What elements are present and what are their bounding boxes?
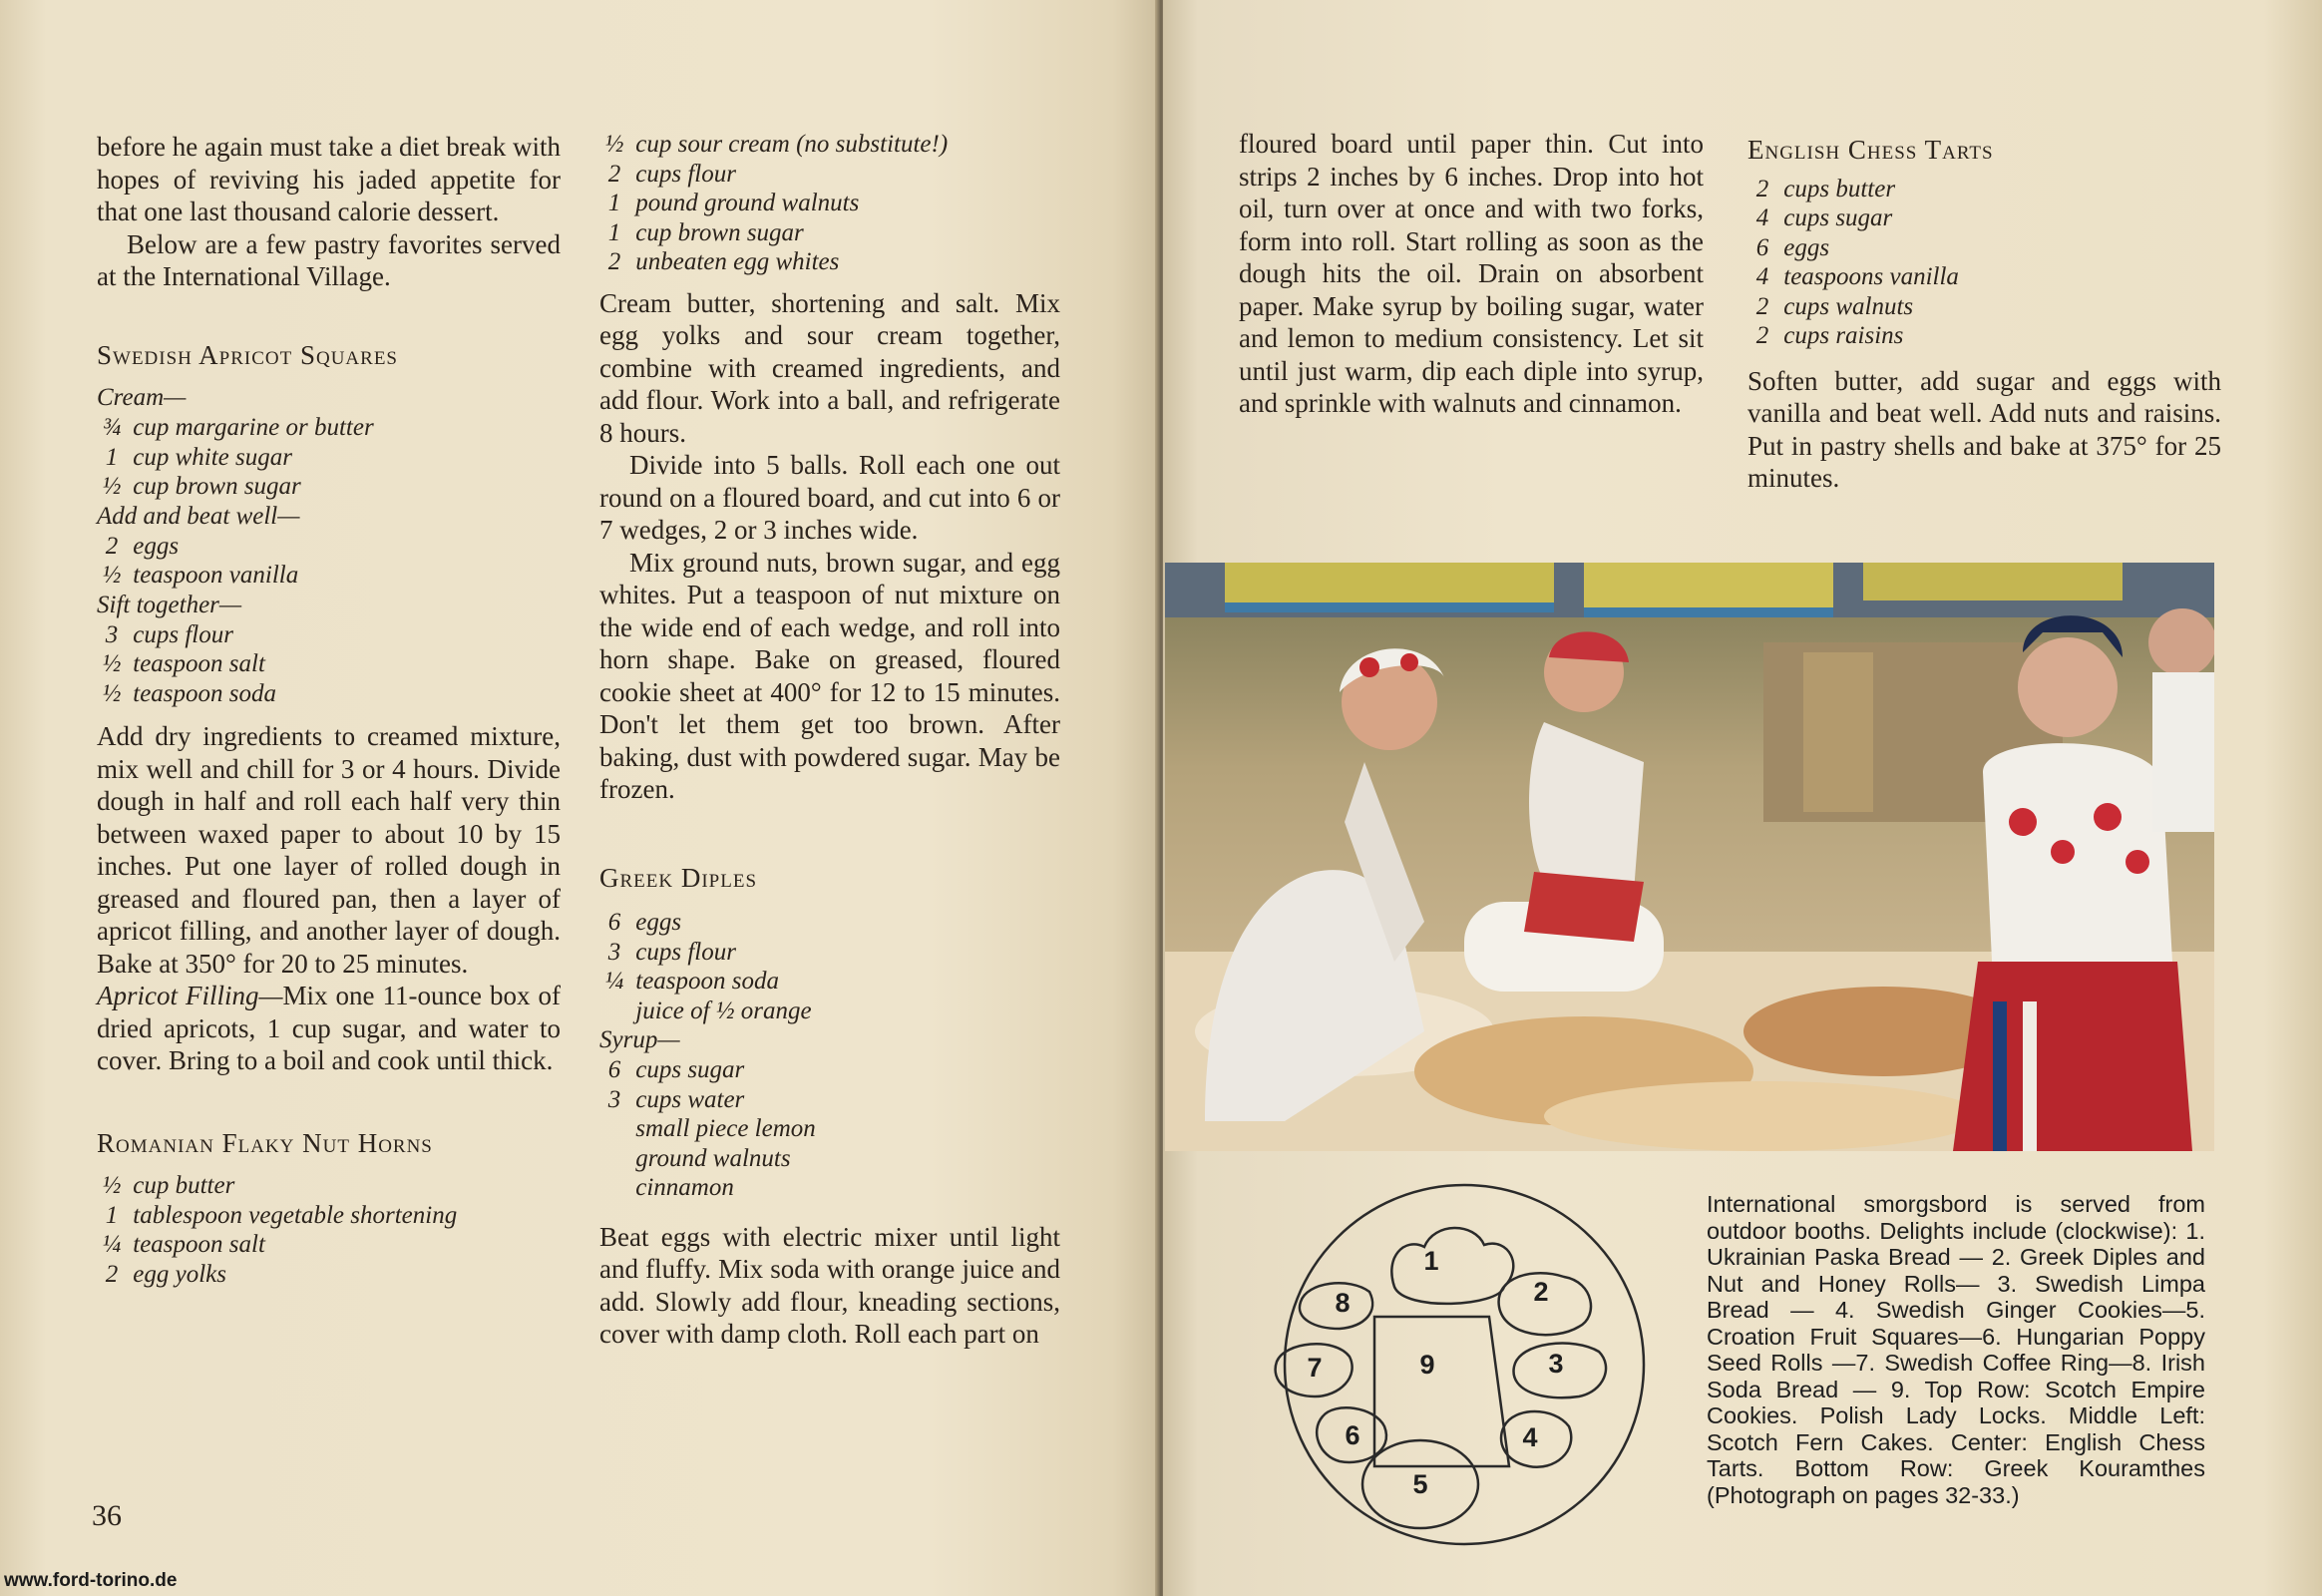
ingredient-line: small piece lemon	[635, 1115, 816, 1142]
filling-label: Apricot Filling—	[97, 981, 283, 1010]
left-column-2	[599, 130, 1060, 1351]
method-paragraph: Mix ground nuts, brown sugar, and egg whites. Put a teaspoon of nut mixture on the wide end of each wedge, and roll into horn shape. Bake on greased, floured cookie sheet at 400° for 12 to 15 minutes. Don't let them get too brown. After baking, dust with powdered sugar. May be frozen.	[599, 547, 1060, 804]
ingredient-group-label: Add and beat well—	[97, 502, 300, 530]
ingredient-line: ½ teaspoon soda	[102, 679, 276, 707]
ingredient-line: 1 tablespoon vegetable shortening	[105, 1201, 458, 1229]
ingredient-line: 6 cups sugar	[607, 1056, 745, 1083]
ingredient-line: 2 cups butter	[1755, 175, 1896, 202]
recipe-title-english-chess-tarts: English Chess Tarts	[1747, 135, 1994, 165]
ingredient-list-syrup	[599, 1055, 1060, 1203]
ingredient-line: ½ teaspoon vanilla	[102, 562, 299, 589]
diples-method: Beat eggs with electric mixer until light and fluffy. Mix soda with orange juice and add. Slowly add flour, kneading sections, cover with damp cloth. Roll each part on	[599, 1221, 1060, 1349]
diagram-label-7: 7	[1307, 1353, 1323, 1383]
ingredient-line: 4 teaspoons vanilla	[1755, 263, 1959, 290]
ingredient-line: 1 pound ground walnuts	[607, 190, 860, 216]
right-column-2	[1747, 134, 2221, 495]
recipe-method: Add dry ingredients to creamed mixture, mix well and chill for 3 or 4 hours. Divide dough in half and roll each half very thin between waxed paper to about 10 by 15 inches. Put one layer of rolled dough in greased and floured pan, then a layer of apricot filling, and another layer of dough. Bake at 350° for 20 to 25 minutes.	[97, 721, 561, 979]
ingredient-list-chess-tarts	[1747, 175, 2221, 351]
diagram-label-4: 4	[1522, 1422, 1538, 1452]
left-page	[0, 0, 1159, 1596]
ingredient-line: 2 egg yolks	[105, 1260, 226, 1288]
smorgasbord-photograph	[1165, 563, 2214, 1151]
ingredient-line: ground walnuts	[635, 1144, 791, 1172]
ingredient-line: 1 cup white sugar	[105, 443, 292, 471]
ingredient-line: 2 cups flour	[607, 160, 736, 188]
diagram-label-3: 3	[1548, 1349, 1564, 1379]
filling-text: Mix one 11-ounce box of dried apricots, 1 cup sugar, and water to cover. Bring to a boil and cook until thick.	[97, 981, 561, 1075]
ingredient-line: 6 eggs	[1755, 233, 1830, 261]
ingredient-list-sift	[97, 620, 561, 709]
ingredient-group-label: Sift together—	[97, 591, 242, 618]
syrup-label: Syrup—	[599, 1026, 680, 1053]
ingredient-line: ¼ teaspoon salt	[102, 1231, 265, 1258]
chess-tarts-method: Soften butter, add sugar and eggs with vanilla and beat well. Add nuts and raisins. Put in pastry shells and bake at 375° for 25 minutes.	[1747, 365, 2221, 493]
recipe-title-greek-diples: Greek Diples	[599, 862, 758, 893]
page-number: 36	[92, 1499, 122, 1532]
ingredient-line: ½ cup sour cream (no substitute!)	[604, 131, 949, 158]
intro-paragraph-2: Below are a few pastry favorites served at the International Village.	[97, 228, 561, 291]
diagram-label-8: 8	[1335, 1288, 1351, 1318]
left-column-1	[97, 131, 561, 1289]
diples-method-continued: floured board until paper thin. Cut into strips 2 inches by 6 inches. Drop into hot oil, turn over at once and with two forks, form into roll. Start rolling as soon as the dough hits the oil. Drain on absorbent paper. Make syrup by boiling sugar, water and lemon to medium consistency. Let sit until just warm, dip each diple into syrup, and sprinkle with walnuts and cinnamon.	[1239, 129, 1704, 418]
diagram-label-6: 6	[1345, 1420, 1360, 1450]
ingredient-list-beat	[97, 532, 561, 591]
watermark: www.ford-torino.de	[4, 1570, 178, 1591]
ingredient-line: ¾ cup margarine or butter	[102, 414, 374, 441]
ingredient-line: 3 cups flour	[105, 620, 233, 648]
ingredient-list-cream	[97, 413, 561, 502]
intro-paragraph-1: before he again must take a diet break with hopes of reviving his jaded appetite for that one last thousand calorie dessert.	[97, 132, 561, 226]
diagram-label-1: 1	[1423, 1246, 1439, 1276]
diagram-label-2: 2	[1533, 1277, 1549, 1307]
platter-outline	[1285, 1185, 1644, 1544]
ingredient-line: ½ teaspoon salt	[102, 650, 265, 677]
ingredient-line: 2 unbeaten egg whites	[607, 248, 840, 275]
item-shape-1	[1391, 1228, 1513, 1304]
ingredient-line: 3 cups flour	[607, 938, 736, 966]
method-paragraph: Divide into 5 balls. Roll each one out round on a floured board, and cut into 6 or 7 wedges, 2 or 3 inches wide.	[599, 450, 1060, 545]
ingredient-line: 6 eggs	[607, 909, 682, 936]
ingredient-line: 2 cups raisins	[1755, 322, 1904, 349]
photo-caption: International smorgsbord is served from outdoor booths. Delights include (clockwise): 1. Ukrainian Paska Bread — 2. Greek Diples and Nut and Honey Rolls— 3. Swedish Limpa Bread — 4. Swedish Ginger Cookies—5. Croation Fruit Squares—6. Hungarian Poppy Seed Rolls —7. Swedish Coffee Ring—8. Irish Soda Bread — 9. Top Row: Scotch Empire Cookies. Polish Lady Locks. Middle Left: Scotch Fern Cakes. Center: English Chess Tarts. Bottom Row: Greek Kouramthes (Photograph on pages 32-33.)	[1707, 1191, 2205, 1508]
ingredient-list-nut-horns	[97, 1171, 561, 1289]
ingredient-line: cinnamon	[635, 1174, 734, 1201]
platter-diagram	[1235, 1167, 1694, 1556]
ingredient-list-diples	[599, 908, 1060, 1025]
ingredient-line: 3 cups water	[607, 1085, 745, 1113]
diagram-label-9: 9	[1419, 1350, 1435, 1380]
ingredient-list-nut-horns-cont	[599, 130, 1060, 277]
recipe-title-swedish-apricot-squares: Swedish Apricot Squares	[97, 339, 398, 370]
method-paragraph: Cream butter, shortening and salt. Mix egg yolks and sour cream together, combine with creamed ingredients, and add flour. Work into a ball, and refrigerate 8 hours.	[599, 287, 1060, 448]
ingredient-line: 4 cups sugar	[1755, 204, 1893, 231]
ingredient-group-label: Cream—	[97, 384, 187, 411]
apricot-filling-paragraph	[97, 980, 561, 1077]
photo-illustration	[1165, 563, 2214, 1151]
diagram-label-5: 5	[1412, 1469, 1428, 1499]
ingredient-line: ¼ teaspoon soda	[604, 968, 779, 995]
recipe-title-romanian-flaky-nut-horns: Romanian Flaky Nut Horns	[97, 1127, 433, 1158]
ingredient-line: 2 cups walnuts	[1755, 292, 1914, 320]
ingredient-line: ½ cup butter	[102, 1172, 235, 1199]
ingredient-line: 1 cup brown sugar	[607, 218, 804, 246]
ingredient-line: juice of ½ orange	[635, 997, 812, 1024]
right-column-1	[1239, 128, 1704, 420]
ingredient-line: ½ cup brown sugar	[102, 473, 301, 500]
ingredient-line: 2 eggs	[105, 532, 180, 560]
